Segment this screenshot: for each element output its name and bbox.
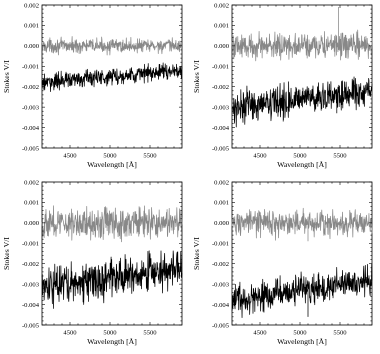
series-1-line: [42, 206, 182, 242]
x-tick-label: 5000: [293, 152, 307, 160]
y-tick-label: -0.001: [21, 63, 39, 71]
y-tick-label: -0.001: [211, 240, 229, 248]
y-tick-label: -0.002: [211, 84, 229, 92]
x-tick-label: 5500: [143, 152, 157, 160]
y-tick-label: -0.002: [21, 84, 39, 92]
chart-panel-3: [0, 177, 190, 354]
x-tick-label: 4500: [253, 329, 267, 337]
y-tick-label: 0.000: [24, 220, 39, 228]
x-tick-label: 5000: [293, 329, 307, 337]
y-tick-label: -0.002: [211, 261, 229, 269]
y-tick-label: -0.002: [21, 261, 39, 269]
series-2-line: [42, 63, 182, 92]
x-tick-label: 5500: [333, 152, 347, 160]
x-tick-label: 5500: [333, 329, 347, 337]
y-tick-label: -0.005: [211, 145, 229, 153]
y-tick-label: -0.003: [21, 281, 39, 289]
chart-panel-1: [0, 0, 190, 177]
series-1-line: [232, 7, 372, 61]
x-tick-label: 4500: [63, 329, 77, 337]
series-1-line: [232, 208, 372, 241]
y-axis-label: Stokes V/I: [192, 60, 201, 93]
y-tick-label: -0.004: [211, 301, 229, 309]
x-axis-label: Wavelength [Å]: [87, 160, 137, 169]
series-2-line: [232, 77, 372, 127]
x-axis-label: Wavelength [Å]: [277, 160, 327, 169]
y-tick-label: 0.000: [214, 220, 229, 228]
y-tick-label: 0.002: [214, 2, 229, 10]
y-tick-label: -0.003: [211, 281, 229, 289]
y-tick-label: -0.003: [211, 104, 229, 112]
x-tick-label: 4500: [63, 152, 77, 160]
x-tick-label: 5500: [143, 329, 157, 337]
y-tick-label: -0.004: [21, 301, 39, 309]
x-tick-label: 5000: [103, 329, 117, 337]
y-tick-label: 0.001: [24, 199, 39, 207]
y-tick-label: 0.001: [24, 22, 39, 30]
y-tick-label: -0.003: [21, 104, 39, 112]
y-tick-label: -0.005: [211, 322, 229, 330]
y-tick-label: -0.001: [211, 63, 229, 71]
x-tick-label: 5000: [103, 152, 117, 160]
series-2-line: [42, 251, 182, 309]
x-axis-label: Wavelength [Å]: [277, 337, 327, 346]
y-tick-label: 0.000: [214, 43, 229, 51]
y-tick-label: -0.001: [21, 240, 39, 248]
chart-panel-2: [190, 0, 380, 177]
y-axis-label: Stokes V/I: [192, 237, 201, 270]
plot-frame: [232, 5, 372, 148]
y-tick-label: 0.002: [24, 179, 39, 187]
y-tick-label: 0.002: [24, 2, 39, 10]
y-axis-label: Stokes V/I: [2, 237, 11, 270]
y-tick-label: 0.001: [214, 22, 229, 30]
series-1-line: [42, 36, 182, 55]
x-axis-label: Wavelength [Å]: [87, 337, 137, 346]
chart-panel-4: [190, 177, 380, 354]
y-axis-label: Stokes V/I: [2, 60, 11, 93]
y-tick-label: -0.005: [21, 322, 39, 330]
series-2-line: [232, 264, 372, 318]
y-tick-label: 0.000: [24, 43, 39, 51]
y-tick-label: 0.001: [214, 199, 229, 207]
x-tick-label: 4500: [253, 152, 267, 160]
y-tick-label: -0.004: [211, 124, 229, 132]
y-tick-label: -0.004: [21, 124, 39, 132]
y-tick-label: 0.002: [214, 179, 229, 187]
y-tick-label: -0.005: [21, 145, 39, 153]
